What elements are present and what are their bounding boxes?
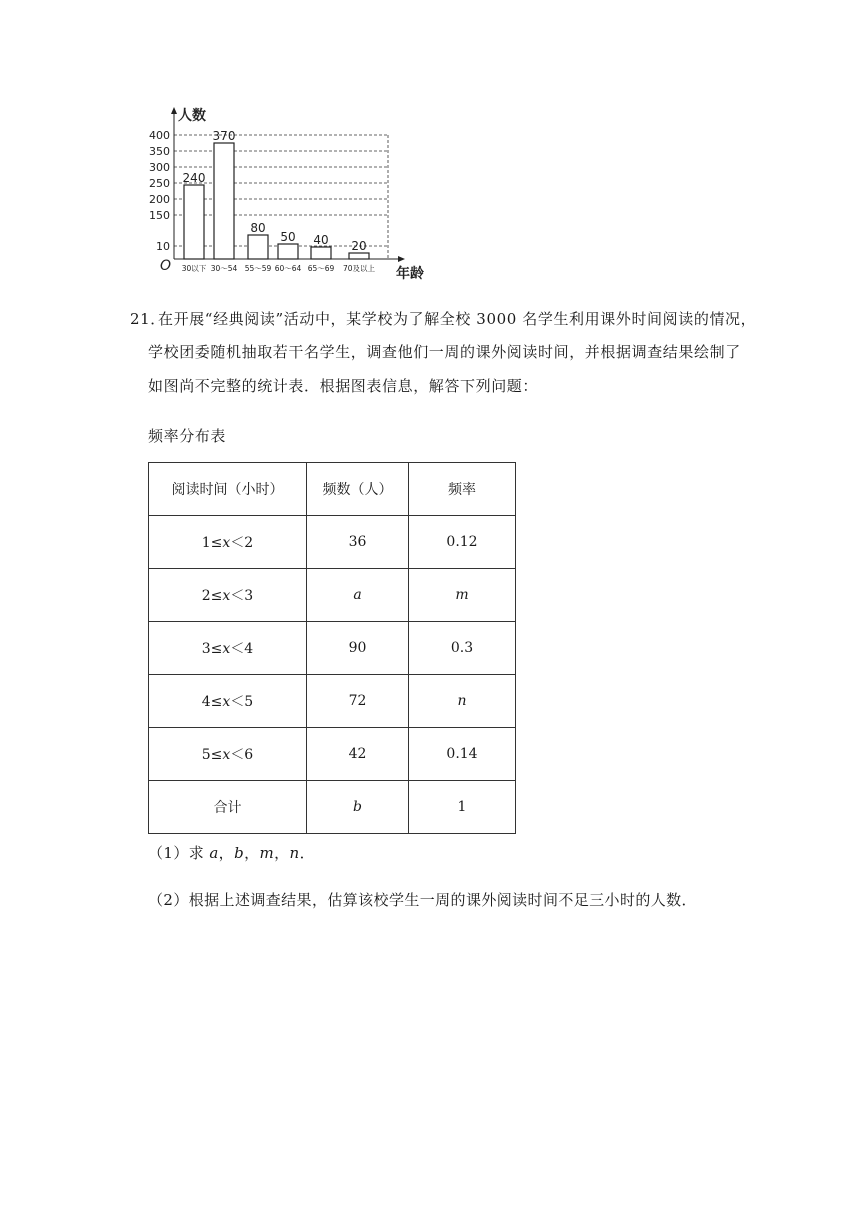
range-lower: 5≤ [201, 747, 223, 763]
chart-bars [184, 143, 369, 259]
age-bar-chart [140, 100, 440, 285]
table-row [149, 622, 516, 675]
bar [184, 185, 204, 259]
y-tick-label: 200 [149, 193, 170, 206]
bar-value-label: 370 [212, 129, 236, 143]
chart-x-axis-label: 年龄 [396, 266, 424, 282]
cell-frequency: 0.12 [409, 516, 516, 569]
range-variable: x [222, 535, 231, 551]
cell-count: 36 [307, 516, 409, 569]
y-tick-label: 400 [149, 129, 170, 142]
y-tick-label: 300 [149, 161, 170, 174]
sub-question-1-variable: n [289, 844, 300, 862]
sub-question-1-prefix: （1）求 [148, 844, 210, 862]
x-tick-label: 60～64 [274, 264, 302, 273]
header-frequency: 频率 [409, 463, 516, 516]
header-count: 频数（人） [307, 463, 409, 516]
sub-question-1-variable: a [209, 844, 219, 862]
cell-frequency: 0.3 [409, 622, 516, 675]
cell-reading-time [149, 622, 307, 675]
question-line-3: 如图尚不完整的统计表．根据图表信息，解答下列问题： [148, 377, 539, 395]
range-lower: 4≤ [201, 694, 223, 710]
frequency-table [148, 462, 516, 834]
chart-origin-label: O [160, 258, 172, 274]
table-row [149, 516, 516, 569]
range-upper: ＜5 [230, 694, 254, 710]
y-tick-label: 350 [149, 145, 170, 158]
question-line-2: 学校团委随机抽取若干名学生，调查他们一周的课外阅读时间，并根据调查结果绘制了 [148, 343, 741, 361]
cell-frequency: 0.14 [409, 728, 516, 781]
range-upper: ＜2 [230, 535, 254, 551]
total-frequency: 1 [409, 781, 516, 834]
header-reading-time: 阅读时间（小时） [149, 463, 307, 516]
bar [214, 143, 234, 259]
x-axis-arrow [398, 256, 405, 262]
sub-question-1-punct: ， [244, 844, 260, 862]
x-tick-label: 30以下 [181, 264, 207, 273]
y-tick-label: 150 [149, 209, 170, 222]
range-upper: ＜3 [230, 588, 254, 604]
x-tick-label: 55～59 [244, 264, 272, 273]
table-total-row [149, 781, 516, 834]
range-variable: x [222, 641, 231, 657]
cell-reading-time [149, 569, 307, 622]
range-lower: 2≤ [201, 588, 223, 604]
table-row [149, 569, 516, 622]
cell-reading-time [149, 516, 307, 569]
cell-reading-time [149, 675, 307, 728]
x-tick-label: 30～54 [210, 264, 238, 273]
bar-value-label: 240 [182, 171, 206, 185]
cell-count: 72 [307, 675, 409, 728]
sub-question-1-variable: b [234, 844, 245, 862]
bar [349, 253, 369, 259]
bar-value-label: 40 [313, 233, 329, 247]
sub-question-1-punct: ． [299, 844, 315, 862]
y-tick-label: 10 [156, 240, 170, 253]
table-row [149, 675, 516, 728]
cell-reading-time [149, 728, 307, 781]
bar-value-label: 50 [280, 230, 296, 244]
table-caption: 频率分布表 [148, 427, 227, 445]
bar [278, 244, 298, 259]
table-row [149, 728, 516, 781]
range-upper: ＜4 [230, 641, 254, 657]
range-lower: 1≤ [201, 535, 223, 551]
question-number: 21． [130, 310, 166, 328]
range-lower: 3≤ [201, 641, 223, 657]
total-label: 合计 [149, 781, 307, 834]
question-line-1: 在开展“经典阅读”活动中，某学校为了解全校 3000 名学生利用课外时间阅读的情况， [158, 310, 757, 328]
sub-question-1-punct: ， [274, 844, 290, 862]
cell-count: 42 [307, 728, 409, 781]
x-tick-label: 70及以上 [342, 264, 376, 273]
sub-question-1-variable: m [259, 844, 275, 862]
range-upper: ＜6 [230, 747, 254, 763]
table-header-row [149, 463, 516, 516]
cell-count: a [307, 569, 409, 622]
y-tick-label: 250 [149, 177, 170, 190]
cell-frequency: n [409, 675, 516, 728]
bar [311, 247, 331, 259]
bar [248, 235, 268, 259]
x-tick-label: 65～69 [307, 264, 335, 273]
sub-question-1 [148, 842, 315, 863]
cell-frequency: m [409, 569, 516, 622]
bar-value-label: 80 [250, 221, 266, 235]
range-variable: x [222, 694, 231, 710]
sub-question-2: （2）根据上述调查结果，估算该校学生一周的课外阅读时间不足三小时的人数． [148, 891, 697, 909]
range-variable: x [222, 747, 231, 763]
y-axis-arrow [171, 107, 177, 114]
cell-count: 90 [307, 622, 409, 675]
total-count: b [307, 781, 409, 834]
sub-question-1-punct: ， [218, 844, 235, 862]
bar-value-label: 20 [351, 239, 367, 253]
chart-y-axis-label: 人数 [178, 108, 206, 124]
range-variable: x [222, 588, 231, 604]
